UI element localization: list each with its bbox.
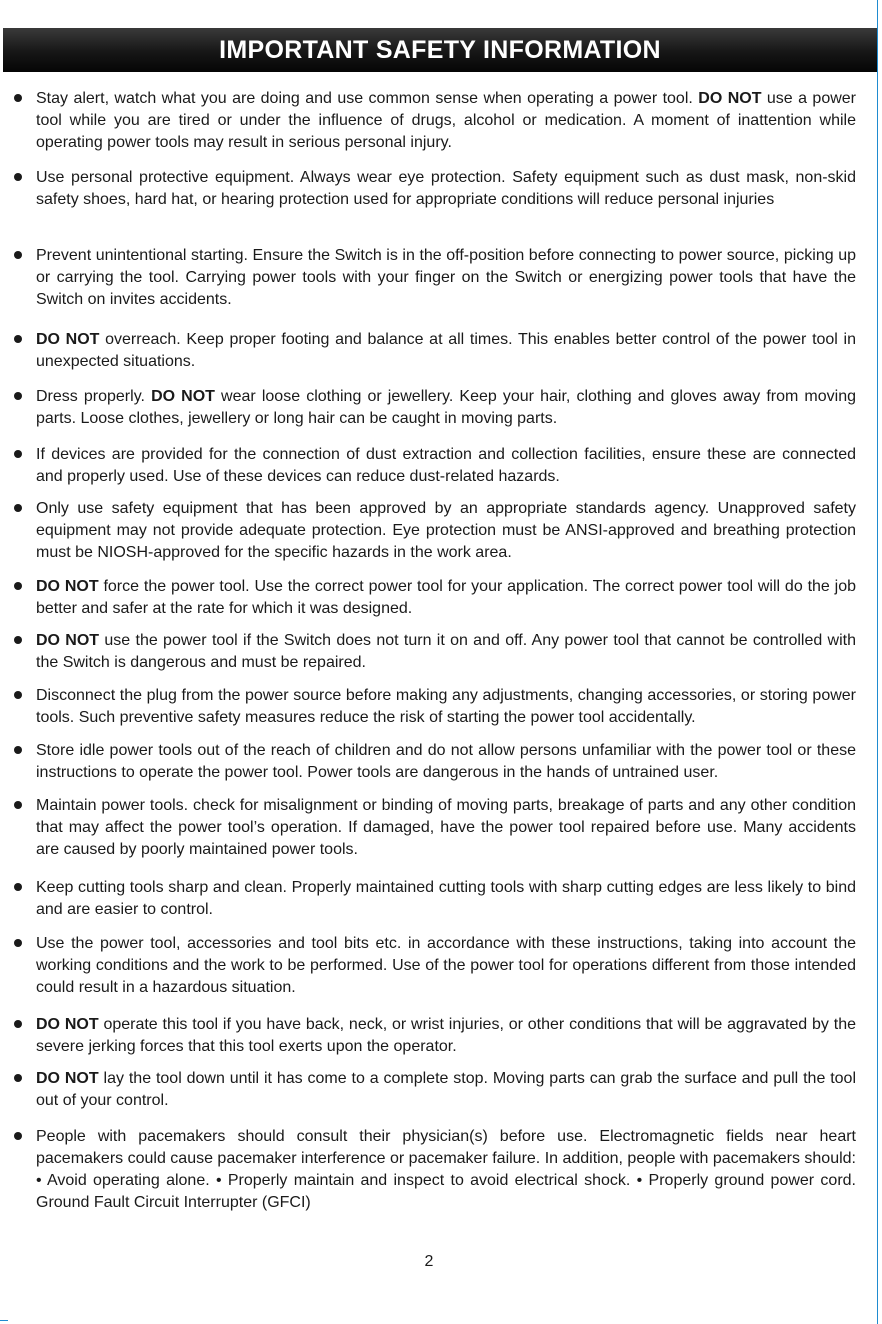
item-text: Store idle power tools out of the reach of children and do not allow persons unfamiliar with the power tool or these instructions to operate the power tool. Power tools are dangerous in the hands of untrained user.	[36, 742, 856, 781]
item-emphasis: DO NOT	[36, 632, 100, 649]
bullet-icon	[14, 450, 22, 458]
item-text-rest: force the power tool. Use the correct power tool for your application. The correct power tool will do the job better and safer at the rate for which it was designed.	[36, 578, 857, 617]
page-corner-mark	[0, 1320, 8, 1321]
item-text: Only use safety equipment that has been approved by an appropriate standards agency. Unapproved safety equipment may not provide adequate protection. Eye protection must be ANSI-approved and breathing protection must be NIOSH-approved for the specific hazards in the work area.	[36, 500, 856, 561]
page-edge-line	[877, 0, 878, 1324]
list-item	[36, 1068, 856, 1112]
list-item	[36, 1014, 856, 1058]
list-item	[36, 329, 856, 373]
item-text: People with pacemakers should consult their physician(s) before use. Electromagnetic fields near heart pacemakers could cause pacemaker interference or pacemaker failure. In addition, people with pacemakers should: • Avoid operating alone. • Properly maintain and inspect to avoid electrical shock. • Properly ground power cord. Ground Fault Circuit Interrupter (GFCI)	[36, 1128, 856, 1211]
list-item	[36, 167, 856, 211]
item-text: Maintain power tools. check for misalignment or binding of moving parts, breakage of parts and any other condition that may affect the power tool’s operation. If damaged, have the power tool repaired before use. Many accidents are caused by poorly maintained power tools.	[36, 797, 856, 858]
item-text-rest: wear loose clothing or jewellery. Keep your hair, clothing and gloves away from moving parts. Loose clothes, jewellery or long hair can be caught in moving parts.	[36, 388, 857, 427]
list-item	[36, 245, 856, 311]
page-number: 2	[424, 1253, 434, 1270]
list-item	[36, 444, 856, 488]
bullet-icon	[14, 1132, 22, 1140]
bullet-icon	[14, 251, 22, 259]
bullet-icon	[14, 939, 22, 947]
bullet-icon	[14, 691, 22, 699]
list-item	[36, 386, 856, 430]
item-emphasis: DO NOT	[698, 90, 762, 107]
bullet-icon	[14, 582, 22, 590]
list-item	[36, 685, 856, 729]
list-item	[36, 933, 856, 999]
item-text: Dress properly.	[36, 388, 152, 405]
item-text-rest: operate this tool if you have back, neck, or wrist injuries, or other conditions that will be aggravated by the severe jerking forces that this tool exerts upon the operator.	[36, 1016, 857, 1055]
bullet-icon	[14, 801, 22, 809]
list-item	[36, 740, 856, 784]
list-item	[36, 630, 856, 674]
bullet-icon	[14, 746, 22, 754]
item-text-rest: use a power tool while you are tired or under the influence of drugs, alcohol or medication. A moment of inattention while operating power tools may result in serious personal injury.	[36, 90, 857, 151]
list-item	[36, 88, 856, 154]
header-banner	[3, 28, 877, 72]
bullet-icon	[14, 636, 22, 644]
list-item	[36, 795, 856, 861]
bullet-icon	[14, 335, 22, 343]
bullet-icon	[14, 1020, 22, 1028]
bullet-icon	[14, 1074, 22, 1082]
item-emphasis: DO NOT	[151, 388, 215, 405]
bullet-icon	[14, 883, 22, 891]
bullet-icon	[14, 504, 22, 512]
item-text: Use personal protective equipment. Always wear eye protection. Safety equipment such as dust mask, non-skid safety shoes, hard hat, or hearing protection used for appropriate conditions will reduce personal injuries	[36, 169, 856, 208]
item-text: Stay alert, watch what you are doing and use common sense when operating a power tool.	[36, 90, 699, 107]
item-emphasis: DO NOT	[36, 331, 100, 348]
page-title: IMPORTANT SAFETY INFORMATION	[219, 35, 661, 64]
list-item	[36, 576, 856, 620]
item-emphasis: DO NOT	[36, 1016, 99, 1033]
item-text-rest: use the power tool if the Switch does not turn it on and off. Any power tool that cannot be controlled with the Switch is dangerous and must be repaired.	[36, 632, 857, 671]
item-text-rest: lay the tool down until it has come to a complete stop. Moving parts can grab the surface and pull the tool out of your control.	[36, 1070, 857, 1109]
bullet-icon	[14, 173, 22, 181]
item-text: If devices are provided for the connection of dust extraction and collection facilities, ensure these are connected and properly used. Use of these devices can reduce dust-related hazards.	[36, 446, 856, 485]
bullet-icon	[14, 392, 22, 400]
list-item	[36, 498, 856, 564]
item-emphasis: DO NOT	[36, 578, 99, 595]
list-item	[36, 1126, 856, 1214]
item-text-rest: overreach. Keep proper footing and balance at all times. This enables better control of the power tool in unexpected situations.	[36, 331, 856, 370]
item-text: Prevent unintentional starting. Ensure the Switch is in the off-position before connecting to power source, picking up or carrying the tool. Carrying power tools with your finger on the Switch or energizing power tools that have the Switch on invites accidents.	[36, 247, 856, 308]
item-emphasis: DO NOT	[36, 1070, 99, 1087]
item-text: Disconnect the plug from the power source before making any adjustments, changing accessories, or storing power tools. Such preventive safety measures reduce the risk of starting the power tool accidentally.	[36, 687, 856, 726]
bullet-icon	[14, 94, 22, 102]
item-text: Use the power tool, accessories and tool bits etc. in accordance with these instructions, taking into account the working conditions and the work to be performed. Use of the power tool for operations different from those intended could result in a hazardous situation.	[36, 935, 856, 996]
item-text: Keep cutting tools sharp and clean. Properly maintained cutting tools with sharp cutting edges are less likely to bind and are easier to control.	[36, 879, 856, 918]
list-item	[36, 877, 856, 921]
